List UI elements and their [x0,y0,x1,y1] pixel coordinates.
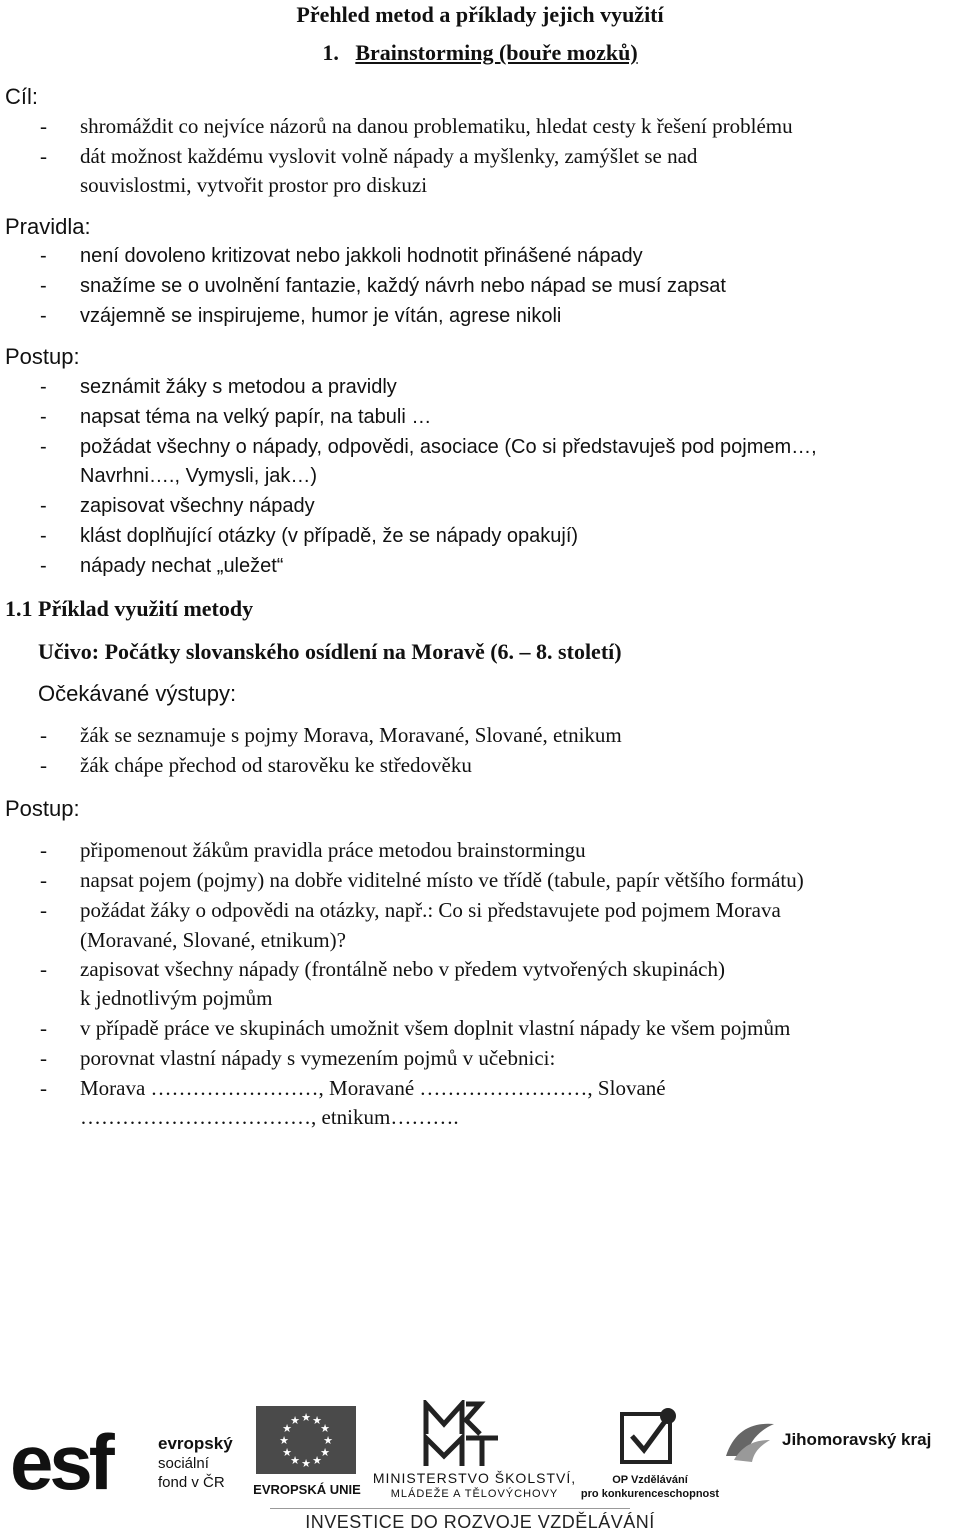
msmt-logo [372,1400,577,1510]
investment-tagline: INVESTICE DO ROZVOJE VZDĚLÁVÁNÍ [305,1512,655,1532]
jmk-label: Jihomoravský kraj [782,1430,932,1449]
svg-text:★: ★ [320,1446,330,1459]
svg-text:★: ★ [312,1414,322,1427]
svg-text:★: ★ [282,1422,292,1435]
procedure2-item-continuation: ……………………………, etnikum………. [80,1105,459,1129]
eu-flag-icon [256,1406,356,1474]
section-number: 1. [322,40,339,65]
msmt-logo-icon [422,1400,502,1470]
svg-text:★: ★ [282,1446,292,1459]
op-logo [580,1406,720,1510]
funding-logos [0,1400,960,1536]
msmt-label-1: MINISTERSTVO ŠKOLSTVÍ, [372,1470,577,1486]
section-title-text: Brainstorming (bouře mozků) [355,40,638,65]
op-label-2: pro konkurenceschopnost [580,1488,720,1500]
example-heading: 1.1 Příklad využití metody [5,596,254,621]
procedure2-item-continuation: k jednotlivým pojmům [80,986,273,1010]
svg-text:★: ★ [312,1454,322,1467]
svg-text:★: ★ [301,1457,311,1470]
goal-item-continuation: souvislostmi, vytvořit prostor pro diskuzi [80,173,428,197]
outcomes-heading: Očekávané výstupy: [38,681,237,706]
document-page: Přehled metod a příklady jejich využití 1. Brainstorming (bouře mozků) Cíl: - shromáždit co nejvíce názorů na danou problematiku, hledat cesty k řešení problému - dát možnost každému vyslovit volně nápady a myšlenky, zamýšlet se nad souvislostmi, vytvořit prostor pro diskuzi Pravidla: - není dovoleno kritizovat nebo jakkoli hodnotit přinášené nápady - snažíme se o uvolnění fantazie, každý návrh nebo nápad se musí zapsat - vzájemně se inspirujeme, humor je vítán, agrese nikoli Postup: - seznámit žáky s metodou a pravidly - napsat téma na velký papír, na tabuli … - požádat všechny o nápady, odpovědi, asociace (Co si představuješ pod pojmem…, Navrhni…., Vymysli, jak…) - zapisovat všechny nápady - klást doplňující otázky (v případě, že se nápady opakují) - nápady nechat „uležet“ 1.1 Příklad využití metody Učivo: Počátky slovanského osídlení na Moravě (6. – 8. století) Očekávané výstupy: - žák se seznamuje s pojmy Morava, Moravané, Slované, etnikum - žák chápe přechod od starověku ke středověku Postup: - připomenout žákům pravidla práce metodou brainstormingu - napsat pojem (pojmy) na dobře viditelné místo ve třídě (tabule, papír většího formátu) - požádat žáky o odpovědi na otázky, např.: Co si představujete pod pojmem Morava (Moravané, Slované, etnikum)? - zapisovat všechny nápady (frontálně nebo v předem vytvořených skupinách) k jednotlivým pojmům - v případě práce ve skupinách umožnit všem doplnit vlastní nápady ke všem pojmům - porovnat vlastní nápady s vymezením pojmů v učebnici: - Morava ……………………, Moravané ……………………, Slované ……………………………, etnikum………. esf evropský sociální fond v ČR ★ ★ ★ ★ ★ ★ ★ ★ ★ ★ ★ ★ EVROPSKÁ UNIE MINISTERSTVO ŠKOLSTVÍ, MLÁDEŽE A TĚLOVÝCHOVY OP Vzdělávání pro konkurenceschopnost Jihomoravský kraj INVESTICE DO ROZVOJE VZDĚLÁVÁNÍ [0,0,960,1536]
document-title: Přehled metod a příklady jejich využití [296,2,664,27]
svg-text:★: ★ [279,1434,289,1447]
svg-text:★: ★ [301,1411,311,1424]
eu-label: EVROPSKÁ UNIE [253,1482,361,1497]
jmk-logo [720,1412,955,1472]
eu-logo [248,1406,366,1506]
procedure-item-continuation: Navrhni…., Vymysli, jak…) [80,465,318,487]
footer-divider [270,1508,630,1509]
section-title [0,40,960,66]
jmk-logo-icon [720,1412,780,1472]
msmt-label-2: MLÁDEŽE A TĚLOVÝCHOVY [390,1488,559,1500]
procedure2-item-continuation: (Moravané, Slované, etnikum)? [80,928,346,952]
rules-heading: Pravidla: [5,214,91,239]
curriculum-line: Učivo: Počátky slovanského osídlení na Moravě (6. – 8. století) [38,639,622,664]
op-logo-icon [618,1406,678,1468]
procedure-heading: Postup: [5,344,80,369]
procedure2-heading: Postup: [5,796,80,821]
svg-text:★: ★ [290,1454,300,1467]
esf-logo-text: evropský sociální fond v ČR [158,1434,233,1491]
svg-text:★: ★ [323,1434,333,1447]
op-label-1: OP Vzdělávání [612,1474,688,1486]
svg-text:★: ★ [290,1414,300,1427]
esf-logo-mark: esf [10,1418,111,1506]
goal-heading: Cíl: [5,84,38,109]
svg-text:★: ★ [320,1422,330,1435]
esf-logo [10,1420,245,1510]
